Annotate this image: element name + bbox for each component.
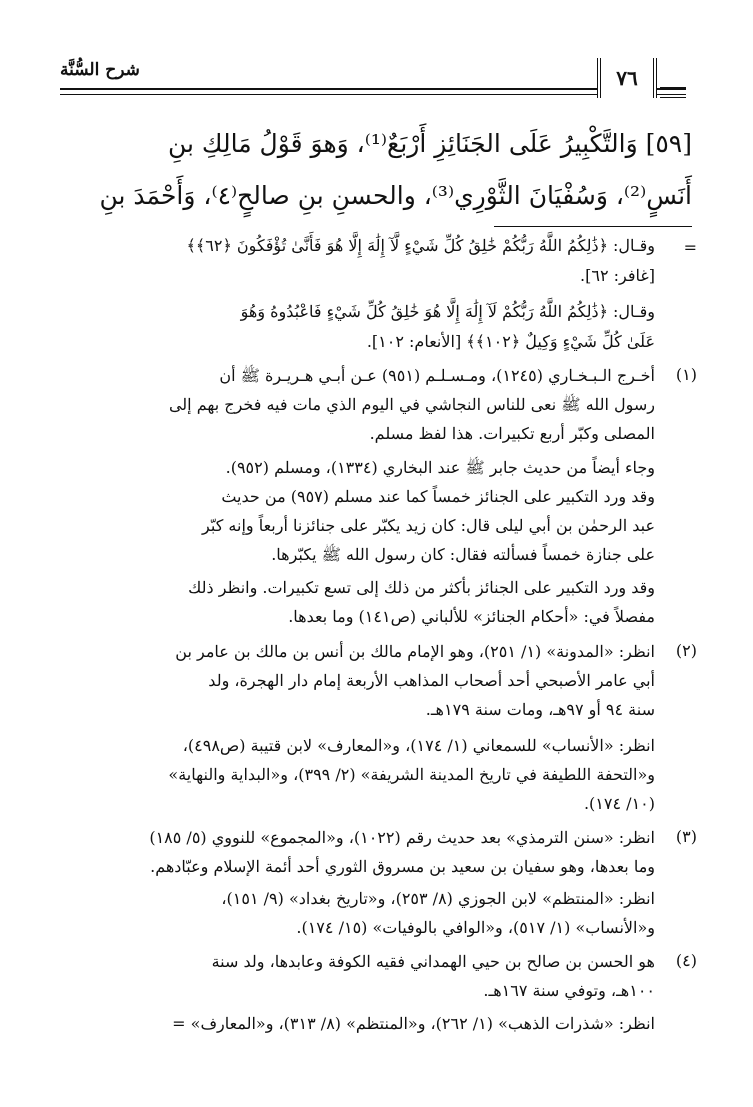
footnote-1-line: رسول الله ﷺ نعى للناس النجاشي في اليوم الذي مات فيه فخرج بهم إلى	[168, 395, 655, 414]
main-text-line-2: أَنَسٍ⁽²⁾، وَسُفْيَانَ الثَّوْرِي⁽³⁾، والحسنِ بنِ صالحٍ⁽٤⁾، وَأَحْمَدَ بنِ	[99, 181, 692, 210]
header-rule-ornament	[660, 87, 686, 98]
footnote-separator	[494, 226, 692, 227]
footnote-cont-line: عَلَىٰ كُلِّ شَيْءٍ وَكِيلٌ ﴿١٠٢﴾﴾ [الأنعام: ١٠٢].	[366, 332, 655, 351]
page-number-box	[597, 58, 657, 98]
footnote-1-line: وقد ورد التكبير على الجنائز بأكثر من ذلك إلى تسع تكبيرات. وانظر ذلك	[188, 578, 655, 597]
footnote-1-line: أخـرج الـبـخـاري (١٢٤٥)، ومـسـلـم (٩٥١) عـن أبـي هـريـرة ﷺ أن	[219, 366, 655, 385]
footnote-2-line: و«التحفة اللطيفة في تاريخ المدينة الشريفة» (٢/ ٣٩٩)، و«البداية والنهاية»	[168, 765, 655, 784]
footnote-cont-line: وقـال: ﴿ذَٰلِكُمُ اللَّهُ رَبُّكُمْ خَٰلِقُ كُلِّ شَيْءٍ لَّآ إِلَٰهَ إِلَّا هُوَ فَأَنَّىٰ تُؤْفَكُونَ ﴿٦٢﴾﴾	[186, 236, 655, 255]
footnote-2-line: انظر: «المدونة» (١/ ٢٥١)، وهو الإمام مالك بن أنس بن مالك بن عامر بن	[175, 642, 655, 661]
footnote-3-marker: (٣)	[675, 827, 697, 846]
footnote-1-marker: (١)	[675, 365, 697, 384]
footnote-2-line: انظر: «الأنساب» للسمعاني (١/ ١٧٤)، و«المعارف» لابن قتيبة (ص٤٩٨)،	[182, 736, 655, 755]
header-rule-thin	[60, 94, 686, 95]
footnote-1-line: وقد ورد التكبير على الجنائز خمساً كما عند مسلم (٩٥٧) من حديث	[221, 487, 655, 506]
footnote-1-line: على جنازة خمساً فسألته فقال: كان رسول الله ﷺ يكبّرها.	[271, 545, 655, 564]
main-text-line-1: [٥٩] وَالتَّكْبِيرُ عَلَى الجَنَائِزِ أَرْبَعٌ⁽¹⁾، وَهوَ قَوْلُ مَالِكِ بنِ	[167, 129, 692, 158]
footnote-2-line: (١٠/ ١٧٤).	[583, 794, 655, 813]
page-number: ٧٦	[616, 66, 638, 90]
footnote-2-line: سنة ٩٤ أو ٩٧هـ، ومات سنة ١٧٩هـ.	[425, 700, 655, 719]
footnote-4-line: هو الحسن بن صالح بن حيي الهمداني فقيه الكوفة وعابدها، ولد سنة	[211, 952, 655, 971]
footnote-3-line: و«الأنساب» (١/ ٥١٧)، و«الوافي بالوفيات» (١٥/ ١٧٤).	[296, 918, 655, 937]
header-rule	[60, 88, 686, 90]
footnote-4-marker: (٤)	[675, 951, 697, 970]
footnote-cont-line: وقـال: ﴿ذَٰلِكُمُ اللَّهُ رَبُّكُمْ لَآ إِلَٰهَ إِلَّا هُوَ خَٰلِقُ كُلِّ شَيْءٍ فَاعْبُدُوهُ وَهُوَ	[240, 302, 655, 321]
running-title: شرح السُّنَّة	[60, 60, 140, 80]
footnote-3-line: وما بعدها، وهو سفيان بن سعيد بن مسروق الثوري أحد أئمة الإسلام وعبّادهم.	[150, 857, 655, 876]
footnote-4-line: ١٠٠هـ، وتوفي سنة ١٦٧هـ.	[483, 981, 655, 1000]
footnote-1-line: وجاء أيضاً من حديث جابر ﷺ عند البخاري (١٣٣٤)، ومسلم (٩٥٢).	[225, 458, 655, 477]
footnote-3-line: انظر: «سنن الترمذي» بعد حديث رقم (١٠٢٢)، و«المجموع» للنووي (٥/ ١٨٥)	[149, 828, 655, 847]
footnote-1-line: المصلى وكبّر أربع تكبيرات. هذا لفظ مسلم.	[369, 424, 655, 443]
footnote-2-line: أبي عامر الأصبحي أحد أصحاب المذاهب الأربعة إمام دار الهجرة، ولد	[208, 671, 655, 690]
footnote-1-line: عبد الرحمٰن بن أبي ليلى قال: كان زيد يكبّر على جنائزنا أربعاً وإنه كبّر	[202, 516, 655, 535]
continuation-marker: =	[683, 238, 697, 257]
footnote-cont-line: [غافر: ٦٢].	[580, 266, 655, 285]
footnote-3-line: انظر: «المنتظم» لابن الجوزي (٨/ ٢٥٣)، و«تاريخ بغداد» (٩/ ١٥١)،	[221, 889, 655, 908]
footnote-2-marker: (٢)	[675, 641, 697, 660]
footnote-1-line: مفصلاً في: «أحكام الجنائز» للألباني (ص١٤١) وما بعدها.	[288, 607, 655, 626]
footnote-4-line: انظر: «شذرات الذهب» (١/ ٢٦٢)، و«المنتظم» (٨/ ٣١٣)، و«المعارف» =	[172, 1014, 655, 1033]
